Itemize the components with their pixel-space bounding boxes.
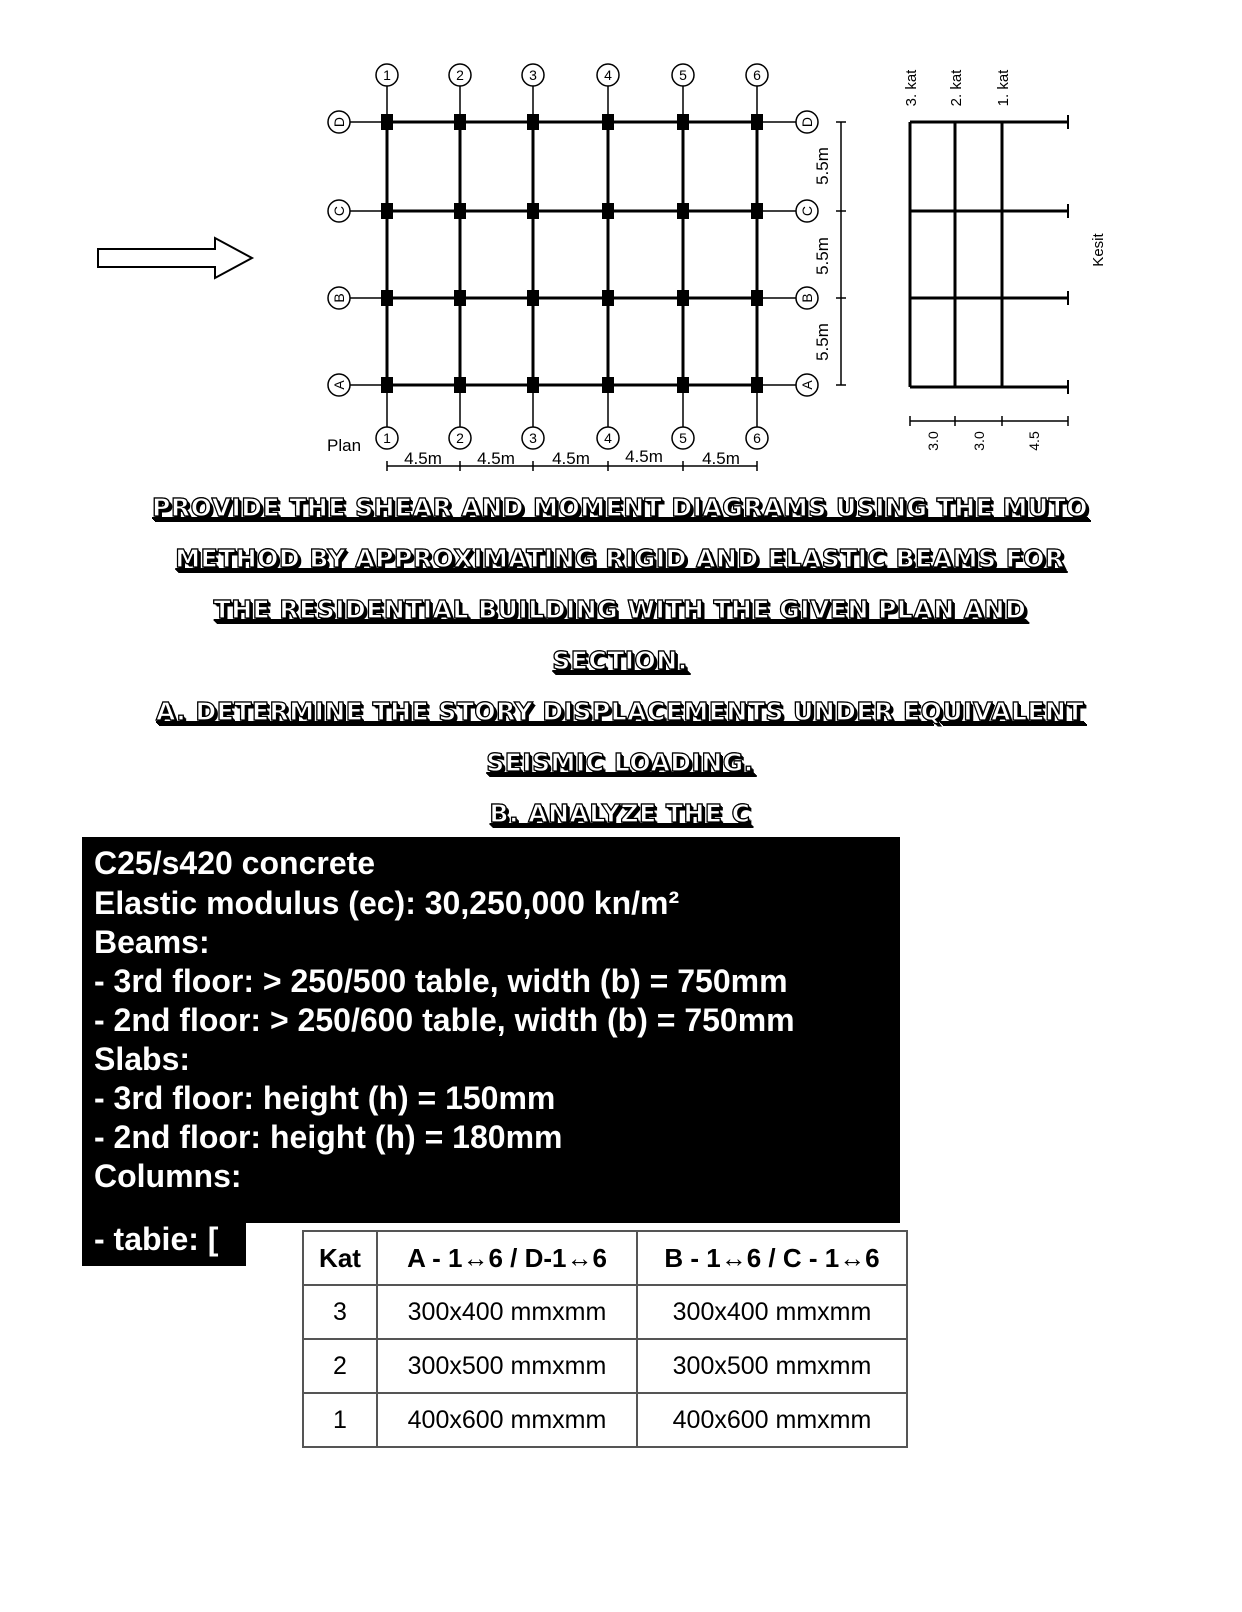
y-span-label: 5.5m	[813, 147, 832, 185]
load-arrow-icon	[98, 238, 252, 278]
floor-label: 1. kat	[995, 69, 1012, 107]
axis-label-bottom: 6	[753, 430, 761, 446]
x-span-label: 4.5m	[404, 449, 442, 468]
plan-label: Plan	[327, 436, 362, 455]
specs-panel	[82, 837, 900, 1223]
x-span-label: 4.5m	[552, 449, 590, 468]
table-header-cell: B - 1↔6 / C - 1↔6	[637, 1231, 907, 1285]
axis-label-right: A	[799, 380, 815, 390]
structural-drawing	[0, 0, 1242, 500]
table-cell: 1	[303, 1393, 377, 1447]
spec-line: - 3rd floor: height (h) = 150mm	[94, 1080, 556, 1116]
columns-table	[302, 1230, 908, 1448]
axis-label-bottom: 5	[679, 430, 687, 446]
axis-label-right: C	[799, 205, 815, 217]
floor-label: 2. kat	[948, 69, 965, 107]
height-label: 3.0	[971, 431, 987, 451]
table-cell: 2	[303, 1339, 377, 1393]
table-cell: 400x600 mmxmm	[377, 1393, 637, 1447]
spec-line: - 2nd floor: height (h) = 180mm	[94, 1119, 563, 1155]
axis-label-top: 1	[383, 67, 391, 83]
axis-label-right: B	[799, 293, 815, 303]
spec-line: C25/s420 concrete	[94, 845, 376, 881]
spec-line: Beams:	[94, 924, 210, 960]
table-header-cell: Kat	[303, 1231, 377, 1285]
axis-label-bottom: 3	[529, 430, 537, 446]
axis-label-top: 5	[679, 67, 687, 83]
table-cell: 300x400 mmxmm	[637, 1285, 907, 1339]
axis-label-bottom: 2	[456, 430, 464, 446]
axis-label-right: D	[799, 116, 815, 128]
section-label: Kesit	[1090, 233, 1107, 267]
headline-line: B. ANALYZE THE C	[489, 799, 751, 828]
table-row	[303, 1339, 907, 1393]
table-row	[303, 1285, 907, 1339]
table-cell: 300x400 mmxmm	[377, 1285, 637, 1339]
axis-label-bottom: 4	[604, 430, 612, 446]
spec-line: - 2nd floor: > 250/600 table, width (b) = 750mm	[94, 1002, 795, 1038]
plan-grid	[350, 86, 796, 427]
headline-line: SECTION.	[552, 646, 688, 675]
spec-line: - 3rd floor: > 250/500 table, width (b) = 750mm	[94, 963, 788, 999]
table-row	[303, 1393, 907, 1447]
spec-line: - tabie: [	[94, 1221, 219, 1257]
y-span-label: 5.5m	[813, 237, 832, 275]
headline-line: METHOD BY APPROXIMATING RIGID AND ELASTIC BEAMS FOR	[175, 544, 1065, 573]
table-header-row	[303, 1231, 907, 1285]
axis-label-top: 3	[529, 67, 537, 83]
table-header-cell: A - 1↔6 / D-1↔6	[377, 1231, 637, 1285]
height-label: 4.5	[1026, 431, 1042, 451]
table-cell: 3	[303, 1285, 377, 1339]
table-cell: 400x600 mmxmm	[637, 1393, 907, 1447]
axis-label-top: 6	[753, 67, 761, 83]
x-span-label: 4.5m	[625, 447, 663, 466]
headline-line: THE RESIDENTIAL BUILDING WITH THE GIVEN PLAN AND	[213, 595, 1027, 624]
axis-label-left: D	[331, 116, 347, 128]
x-span-label: 4.5m	[477, 449, 515, 468]
spec-line: Elastic modulus (ec): 30,250,000 kn/m²	[94, 885, 680, 921]
axis-label-left: B	[331, 293, 347, 303]
axis-label-left: C	[331, 205, 347, 217]
headline-line: SEISMIC LOADING.	[486, 748, 754, 777]
spec-line: Columns:	[94, 1158, 242, 1194]
table-cell: 300x500 mmxmm	[377, 1339, 637, 1393]
height-label: 3.0	[925, 431, 941, 451]
headline-line: PROVIDE THE SHEAR AND MOMENT DIAGRAMS USING THE MUTO	[152, 493, 1088, 522]
headline-line: A. DETERMINE THE STORY DISPLACEMENTS UNDER EQUIVALENT	[155, 697, 1084, 726]
specs-panel-tab	[82, 1222, 246, 1266]
table-cell: 300x500 mmxmm	[637, 1339, 907, 1393]
axis-label-top: 2	[456, 67, 464, 83]
spec-line: Slabs:	[94, 1041, 191, 1077]
x-span-label: 4.5m	[702, 449, 740, 468]
axis-label-top: 4	[604, 67, 612, 83]
floor-label: 3. kat	[903, 69, 920, 107]
axis-label-bottom: 1	[383, 430, 391, 446]
axis-label-left: A	[331, 380, 347, 390]
section-frame	[910, 122, 1068, 387]
y-span-label: 5.5m	[813, 323, 832, 361]
